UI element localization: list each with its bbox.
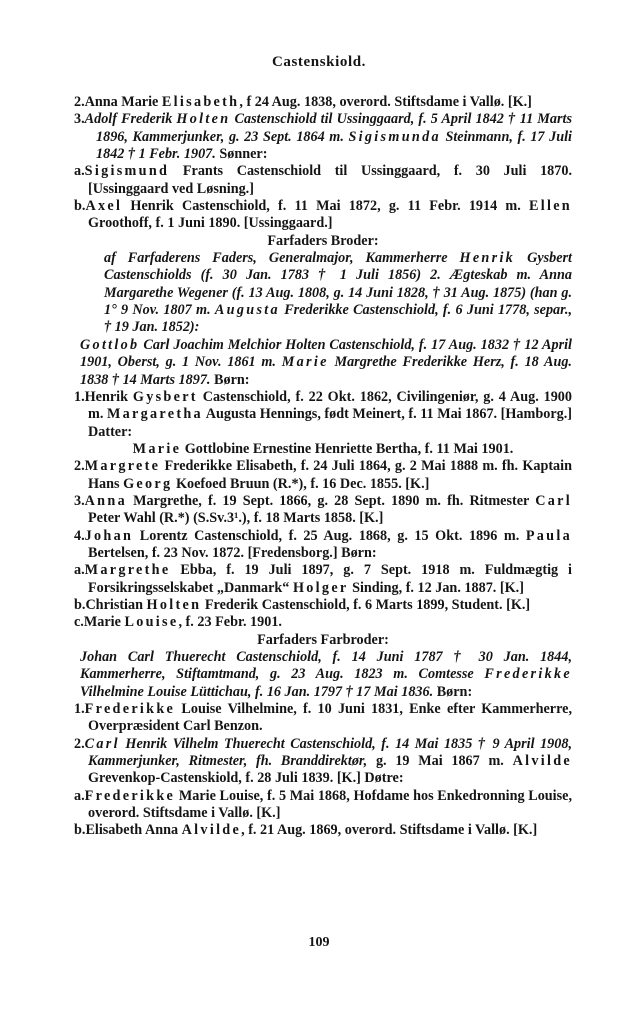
text-segment: 2. (74, 458, 85, 475)
entry-paragraph (74, 597, 572, 614)
text-segment: Louise Vilhelmine, f. 10 Juni 1831, Enke efter Kammerherre, Overpræsident Carl Benzon. (88, 701, 572, 735)
entry-paragraph (74, 493, 572, 528)
text-segment: Groothoff, f. 1 Juni 1890. [Ussinggaard.] (88, 215, 333, 232)
text-segment: Gysbert Castenschiolds (f. 30 Jan. 1783 † 1 Juli 1856) 2. Ægteskab m. Anna Margarethe Wegener (f. 13 Aug. 1808, g. 14 Juni 1828, † 31 Aug. 1875) (han g. 1° 9 Nov. 1807 m. (104, 250, 572, 319)
entry-paragraph (74, 163, 572, 198)
text-segment: Castenschiold til Ussinggaard, f. 5 April 1842 † 11 Marts 1896, Kammerjunker, g. 23 Sept. 1864 m. (96, 111, 572, 145)
text-segment: Anna Marie (84, 94, 162, 110)
text-segment: Børn: (210, 371, 250, 388)
text-segment: b. (74, 596, 86, 613)
entry-paragraph (74, 94, 572, 111)
entry-paragraph (74, 736, 572, 788)
text-segment: Johan Carl Thuerecht Castenschiold, f. 14 Juni 1787 † 30 Jan. 1844, Kammerherre, Stiftamtmand, g. 23 Aug. 1823 m. Comtesse (80, 649, 572, 683)
text-segment: Marie (83, 614, 125, 631)
section-heading (74, 233, 572, 250)
text-segment: Lorentz Castenschiold, f. 25 Aug. 1868, g. 15 Okt. 1896 m. (133, 527, 526, 544)
text-segment: g. 19 Mai 1867 m. (367, 753, 513, 770)
page-number: 109 (308, 935, 330, 950)
text-segment: Margrethe, f. 19 Sept. 1866, g. 28 Sept. 1890 m. fh. Ritmester (126, 492, 536, 509)
text-segment: Margaretha (106, 406, 203, 423)
text-segment: Margrethe Frederikke Herz, f. 18 Aug. 1838 † 14 Marts 1897. (80, 354, 572, 388)
text-segment: Margrethe (84, 562, 171, 579)
entry-paragraph (74, 649, 572, 701)
entry-paragraph (74, 250, 572, 337)
text-segment: Sønner: (215, 146, 268, 163)
text-segment: Anna (84, 492, 127, 509)
text-segment: Paula (525, 527, 572, 544)
text-segment: Frederikke Elisabeth, f. 24 Juli 1864, g. 2 Mai 1888 m. fh. Kaptain Hans (88, 458, 572, 492)
text-segment: 1. (74, 701, 85, 718)
text-segment: Ellen (528, 198, 572, 215)
text-segment: 1. (74, 388, 85, 405)
text-segment: a. (74, 163, 85, 180)
text-segment: Henrik Castenschiold, f. 11 Mai 1872, g. 11 Febr. 1914 m. (122, 198, 529, 215)
text-segment: Frederik Castenschiold, f. 6 Marts 1899, Student. [K.] (201, 596, 531, 613)
text-segment: c. (74, 614, 84, 631)
text-segment: af Farfaderens Faders, Generalmajor, Kammerherre (104, 250, 460, 267)
entry-paragraph (74, 614, 572, 631)
text-segment: Sigismund (84, 163, 170, 180)
entry-paragraph (74, 198, 572, 233)
text-segment: Gottlobine Ernestine Henriette Bertha, f. 11 Mai 1901. (181, 440, 514, 457)
text-segment: b. (74, 198, 86, 215)
text-segment: Steinmann, f. 17 Juli 1842 † 1 Febr. 1907. (96, 128, 572, 163)
text-segment: Frederikke (484, 666, 572, 683)
page-body (74, 94, 572, 840)
text-segment: Holten (176, 111, 231, 128)
text-segment: , f. 23 Febr. 1901. (178, 614, 282, 631)
text-segment: a. (74, 787, 85, 804)
text-segment: 3. (74, 492, 85, 509)
text-segment: Vilhelmine Louise Lüttichau, f. 16 Jan. 1797 † 17 Mai 1836. (80, 683, 434, 700)
text-segment: Farfaders Broder: (267, 232, 379, 249)
text-segment: Johan (84, 527, 134, 544)
text-segment: Augusta (214, 302, 280, 319)
text-segment: Børn: (433, 683, 473, 700)
text-segment: Marie (281, 354, 329, 371)
text-segment: Marie (132, 440, 182, 457)
entry-paragraph (74, 788, 572, 823)
entry-paragraph (74, 389, 572, 441)
text-segment: , f 24 Aug. 1838, overord. Stiftsdame i Vallø. [K.] (239, 94, 532, 110)
text-segment: Frederikke (84, 787, 176, 804)
section-heading (74, 632, 572, 649)
text-segment: a. (74, 562, 85, 579)
text-segment: Peter Wahl (R.*) (S.Sv.3¹.), f. 18 Marts 1858. [K.] (88, 510, 384, 527)
text-segment: 2. (74, 94, 85, 110)
text-segment: Louise (124, 614, 179, 631)
text-segment: Holger (292, 579, 349, 596)
text-segment: Bertelsen, f. 23 Nov. 1872. [Fredensborg.] Børn: (88, 544, 377, 561)
text-segment: Carl (84, 735, 120, 752)
text-segment: Henrik Vilhelm Thuerecht Castenschiold, f. 14 Mai 1835 † 9 April 1908, Kammerjunker, Ritmester, fh. Branddirektør, (88, 735, 572, 770)
text-segment: 2. (74, 735, 85, 752)
text-segment: Grevenkop-Castenskiold, f. 28 Juli 1839. [K.] Døtre: (88, 770, 404, 787)
text-segment: Augusta Hennings, født Meinert, f. 11 Mai 1867. [Hamborg.] Datter: (88, 406, 572, 440)
text-segment: Gottlob (80, 336, 140, 353)
page-header: Castenskiold. (271, 54, 367, 70)
entry-paragraph (74, 458, 572, 493)
text-segment: Frederikke (84, 701, 176, 718)
text-segment: Elisabeth (161, 94, 240, 110)
text-segment: Henrik (459, 250, 516, 267)
entry-paragraph (74, 822, 572, 839)
entry-paragraph (74, 562, 572, 597)
text-segment: Georg (123, 475, 173, 492)
text-segment: Carl Joachim Melchior Holten Castenschiold, f. 17 Aug. 1832 † 12 April 1901, Oberst, g. 1 Nov. 1861 m. (80, 336, 572, 371)
text-segment: b. (74, 822, 86, 839)
text-segment: Sinding, f. 12 Jan. 1887. [K.] (348, 579, 524, 596)
text-segment: Adolf Frederik (84, 111, 177, 128)
text-segment: Alvilde (512, 753, 573, 770)
text-segment: Frants Castenschiold til Ussinggaard, f. 30 Juli 1870. [Ussinggaard ved Løsning.] (88, 163, 572, 197)
text-segment: Koefoed Bruun (R.*), f. 16 Dec. 1855. [K.] (172, 475, 430, 492)
entry-paragraph (74, 528, 572, 563)
text-segment: Margrete (84, 458, 161, 475)
text-segment: Axel (85, 198, 123, 215)
text-segment: Christian (85, 596, 147, 613)
text-segment: Elisabeth Anna (85, 822, 182, 839)
text-segment: Frederikke Castenschiold, f. 6 Juni 1778, separ., † 19 Jan. 1852): (104, 302, 572, 336)
text-segment: 3. (74, 111, 85, 128)
entry-paragraph (74, 111, 572, 163)
text-segment: Henrik (84, 388, 133, 405)
text-segment: , f. 21 Aug. 1869, overord. Stiftsdame i Vallø. [K.] (241, 822, 538, 839)
text-segment: Carl (535, 492, 572, 509)
text-segment: Ebba, f. 19 Juli 1897, g. 7 Sept. 1918 m. Fuldmægtig i Forsikringsselskabet „Danmark“ (88, 562, 572, 596)
text-segment: Gysbert (132, 388, 198, 405)
text-segment: Marie Louise, f. 5 Mai 1868, Hofdame hos Enkedronning Louise, overord. Stiftsdame i Vallø. [K.] (88, 787, 572, 822)
text-segment: Farfaders Farbroder: (257, 631, 389, 648)
text-segment: Holten (146, 596, 202, 613)
text-segment: Castenschiold, f. 22 Okt. 1862, Civilingeniør, g. 4 Aug. 1900 m. (88, 388, 572, 423)
entry-paragraph (74, 337, 572, 389)
entry-paragraph (74, 701, 572, 736)
text-segment: 4. (74, 527, 85, 544)
text-segment: Alvilde (181, 822, 242, 839)
text-segment: Sigismunda (348, 128, 441, 145)
section-heading (74, 441, 572, 458)
